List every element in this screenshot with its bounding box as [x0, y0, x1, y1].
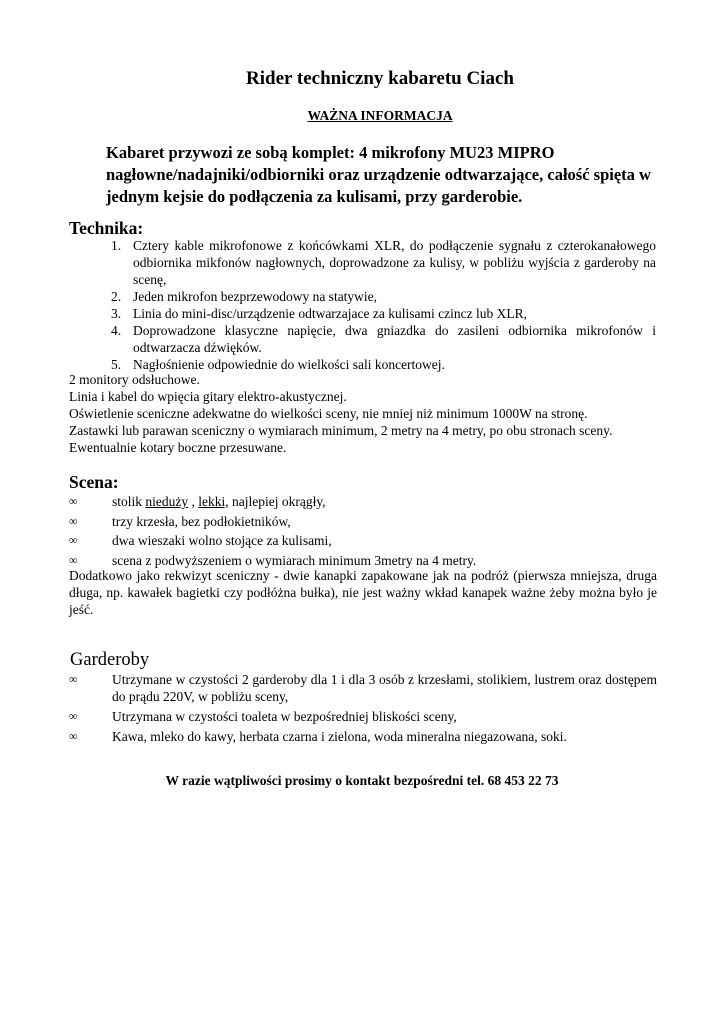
- list-item: ∞ Utrzymane w czystości 2 garderoby dla 1 i dla 3 osób z krzesłami, stolikiem, lustrem oraz dostępem do prądu 220V, w pobliżu sceny,: [69, 672, 657, 704]
- document-title: Rider techniczny kabaretu Ciach: [246, 68, 514, 89]
- list-item-number: 5.: [111, 357, 122, 372]
- list-item-text: Nagłośnienie odpowiednie do wielkości sali koncertowej.: [133, 357, 445, 372]
- infinity-bullet-icon: ∞: [69, 709, 78, 723]
- list-item: ∞ scena z podwyższeniem o wymiarach minimum 3metry na 4 metry.: [69, 551, 657, 571]
- list-item: [104, 288, 656, 305]
- list-item: [104, 305, 656, 322]
- garderoby-heading: Garderoby: [70, 650, 150, 670]
- list-item: ∞ Kawa, mleko do kawy, herbata czarna i zielona, woda mineralna niegazowana, soki.: [69, 727, 657, 747]
- list-item-number: 1.: [111, 238, 122, 253]
- infinity-bullet-icon: ∞: [69, 494, 78, 508]
- infinity-bullet-icon: ∞: [69, 533, 78, 547]
- technika-list: [104, 237, 656, 373]
- important-notice-text: Kabaret przywozi ze sobą komplet: 4 mikrofony MU23 MIPRO nagłowne/nadajniki/odbiorniki oraz urządzenie odtwarzające, całość spięta w jednym kejsie do podłączenia za kulisami, przy garderobie.: [106, 143, 651, 206]
- list-item-number: 4.: [111, 323, 122, 338]
- scena-extra: Dodatkowo jako rekwizyt sceniczny - dwie kanapki zapakowane jak na podróż (pierwsza mniejsza, druga długa, np. kawałek bagietki czy podłóżna bułka), nie jest ważny wkład kanapek ważne żeby można było je jeść.: [69, 568, 657, 617]
- infinity-bullet-icon: ∞: [69, 728, 78, 743]
- important-notice-heading: WAŻNA INFORMACJA: [307, 108, 453, 123]
- list-item: [104, 322, 656, 356]
- infinity-bullet-icon: ∞: [69, 672, 78, 686]
- technika-extra-line: Oświetlenie sceniczne adekwatne do wielkości sceny, nie mniej niż minimum 1000W na stronę.: [69, 406, 588, 421]
- list-item-text: Doprowadzone klasyczne napięcie, dwa gniazdka do zasileni odbiornika mikrofonów i odtwarzacza dźwięków.: [133, 323, 656, 355]
- list-item-number: 2.: [111, 289, 122, 304]
- infinity-bullet-icon: ∞: [69, 513, 78, 528]
- technika-extra-line: Linia i kabel do wpięcia gitary elektro-akustycznej.: [69, 389, 347, 404]
- contact-footer: W razie wątpliwości prosimy o kontakt bezpośredni tel. 68 453 22 73: [165, 773, 559, 788]
- list-item-text: Jeden mikrofon bezprzewodowy na statywie,: [133, 289, 378, 304]
- infinity-bullet-icon: ∞: [69, 552, 78, 567]
- underlined-word: lekki,: [198, 494, 229, 509]
- list-item-text: Cztery kable mikrofonowe z końcówkami XLR, do podłączenie sygnału z czterokanałowego odbiornika mikfonów nagłownych, doprowadzone za kulisy, w pobliżu wyjścia z garderoby na scenę,: [133, 238, 656, 287]
- technika-extra-line: 2 monitory odsłuchowe.: [69, 372, 200, 387]
- technika-extra: [69, 371, 659, 456]
- technika-extra-line: Zastawki lub parawan sceniczny o wymiarach minimum, 2 metry na 4 metry, po obu stronach sceny. Ewentualnie kotary boczne przesuwane.: [69, 423, 613, 455]
- underlined-word: nieduży: [145, 494, 189, 509]
- technika-heading: Technika:: [69, 218, 144, 238]
- scena-list: [69, 492, 657, 570]
- list-item-number: 3.: [111, 306, 122, 321]
- list-item: ∞ Utrzymana w czystości toaleta w bezpośredniej bliskości sceny,: [69, 707, 657, 727]
- garderoby-list: [69, 671, 657, 746]
- list-item-text: Linia do mini-disc/urządzenie odtwarzajace za kulisami czincz lub XLR,: [133, 306, 527, 321]
- list-item: [104, 237, 656, 288]
- list-item: ∞ trzy krzesła, bez podłokietników,: [69, 512, 657, 532]
- list-item: ∞ dwa wieszaki wolno stojące za kulisami,: [69, 531, 657, 551]
- scena-heading: Scena:: [69, 472, 119, 492]
- list-item: ∞ stolik nieduży , lekki, najlepiej okrągły,: [69, 492, 657, 512]
